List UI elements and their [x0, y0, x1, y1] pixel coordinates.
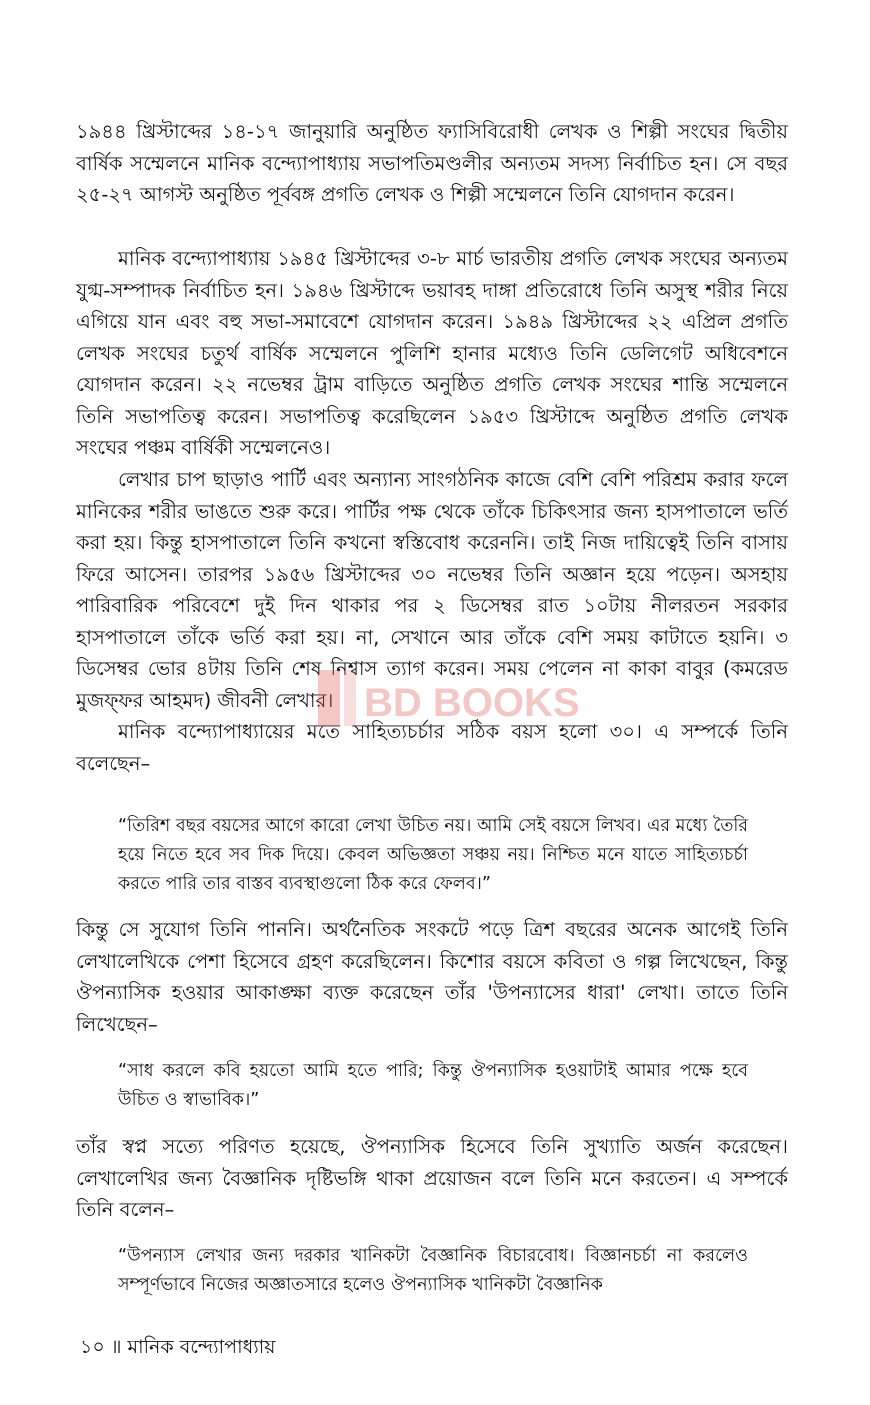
page-footer [80, 1333, 275, 1361]
page-number: ১০ [80, 1336, 105, 1358]
block-quote-thirty-years: “তিরিশ বছর বয়সের আগে কারো লেখা উচিত নয়। আমি সেই বয়সে লিখব। এর মধ্যে তৈরি হয়ে নিতে হবে সব দিক দিয়ে। কেবল অভিজ্ঞতা সঞ্চয় নয়। নিশ্চিত মনে যাতে সাহিত্যচর্চা করতে পারি তার বাস্তব ব্যবস্থাগুলো ঠিক করে ফেলব।” [118, 816, 748, 894]
block-quote-scientific-judgement: “উপন্যাস লেখার জন্য দরকার খানিকটা বৈজ্ঞানিক বিচারবোধ। বিজ্ঞানচর্চা না করলেও সম্পূর্ণভাবে নিজের অজ্ঞাতসারে হলেও ঔপন্যাসিক খানিকটা বৈজ্ঞানিক [118, 1246, 748, 1295]
footer-separator: ॥ [110, 1336, 122, 1358]
paragraph-1945-1953-activities: মানিক বন্দ্যোপাধ্যায় ১৯৪৫ খ্রিস্টাব্দের ৩-৮ মার্চ ভারতীয় প্রগতি লেখক সংঘের অন্যতম যুগ্ম-সম্পাদক নির্বাচিত হন। ১৯৪৬ খ্রিস্টাব্দে ভয়াবহ দাঙ্গা প্রতিরোধে তিনি অসুস্থ শরীর নিয়ে এগিয়ে যান এবং বহু সভা-সমাবেশে যোগদান করেন। ১৯৪৯ খ্রিস্টাব্দের ২২ এপ্রিল প্রগতি লেখক সংঘের চতুর্থ বার্ষিক সম্মেলনে পুলিশি হানার মধ্যেও তিনি ডেলিগেট অধিবেশনে যোগদান করেন। ২২ নভেম্বর ট্রাম বাড়িতে অনুষ্ঠিত প্রগতি লেখক সংঘের শান্তি সম্মেলনে তিনি সভাপতিত্ব করেন। সভাপতিত্ব করেছিলেন ১৯৫৩ খ্রিস্টাব্দে অনুষ্ঠিত প্রগতি লেখক সংঘের পঞ্চম বার্ষিকী সম্মেলনেও। [76, 247, 788, 459]
watermark-text: BD BOOKS [364, 681, 580, 725]
paragraph-1944-conference: ১৯৪৪ খ্রিস্টাব্দের ১৪-১৭ জানুয়ারি অনুষ্ঠিত ফ্যাসিবিরোধী লেখক ও শিল্পী সংঘের দ্বিতীয় বার্ষিক সম্মেলনে মানিক বন্দ্যোপাধ্যায় সভাপতিমণ্ডলীর অন্যতম সদস্য নির্বাচিত হন। সে বছর ২৫-২৭ আগস্ট অনুষ্ঠিত পূর্ববঙ্গ প্রগতি লেখক ও শিল্পী সম্মেলনে তিনি যোগদান করেন। [76, 120, 788, 206]
block-quote-novelist: “সাধ করলে কবি হয়তো আমি হতে পারি; কিন্তু ঔপন্যাসিক হওয়াটাই আমার পক্ষে হবে উচিত ও স্বাভাবিক।” [118, 1061, 748, 1110]
paragraph-writing-age: মানিক বন্দ্যোপাধ্যায়ের মতে সাহিত্যচর্চার সঠিক বয়স হলো ৩০। এ সম্পর্কে তিনি বলেছেন– [76, 720, 788, 775]
running-title: মানিক বন্দ্যোপাধ্যায় [127, 1336, 276, 1358]
paragraph-scientific-outlook: তাঁর স্বপ্ন সত্যে পরিণত হয়েছে, ঔপন্যাসিক হিসেবে তিনি সুখ্যাতি অর্জন করেছেন। লেখালেখির জন্য বৈজ্ঞানিক দৃষ্টিভঙ্গি থাকা প্রয়োজন বলে তিনি মনে করতেন। এ সম্পর্কে তিনি বলেন– [76, 1135, 788, 1221]
paragraph-novelist-aspiration: কিন্তু সে সুযোগ তিনি পাননি। অর্থনৈতিক সংকটে পড়ে ত্রিশ বছরের অনেক আগেই তিনি লেখালেখিকে পেশা হিসেবে গ্রহণ করেছিলেন। কিশোর বয়সে কবিতা ও গল্প লিখেছেন, কিন্তু ঔপন্যাসিক হওয়ার আকাঙ্ক্ষা ব্যক্ত করেছেন তাঁর 'উপন্যাসের ধারা' লেখা। তাতে তিনি লিখেছেন– [76, 918, 788, 1036]
paragraph-illness-death: লেখার চাপ ছাড়াও পার্টি এবং অন্যান্য সাংগঠনিক কাজে বেশি বেশি পরিশ্রম করার ফলে মানিকের শরীর ভাঙতে শুরু করে। পার্টির পক্ষ থেকে তাঁকে চিকিৎসার জন্য হাসপাতালে ভর্তি করা হয়। কিন্তু হাসপাতালে তিনি কখনো স্বস্তিবোধ করেননি। তাই নিজ দায়িত্বেই তিনি বাসায় ফিরে আসেন। তারপর ১৯৫৬ খ্রিস্টাব্দের ৩০ নভেম্বর তিনি অজ্ঞান হয়ে পড়েন। অসহায় পারিবারিক পরিবেশে দুই দিন থাকার পর ২ ডিসেম্বর রাত ১০টায় নীলরতন সরকার হাসপাতালে তাঁকে ভর্তি করা হয়। না, সেখানে আর তাঁকে বেশি সময় কাটাতে হয়নি। ৩ ডিসেম্বর ভোর ৪টায় তিনি শেষ নিশ্বাস ত্যাগ করেন। সময় পেলেন না কাকা বাবুর (কমরেড মুজফ্‌ফর আহমদ) জীবনী লেখার। [76, 468, 788, 712]
